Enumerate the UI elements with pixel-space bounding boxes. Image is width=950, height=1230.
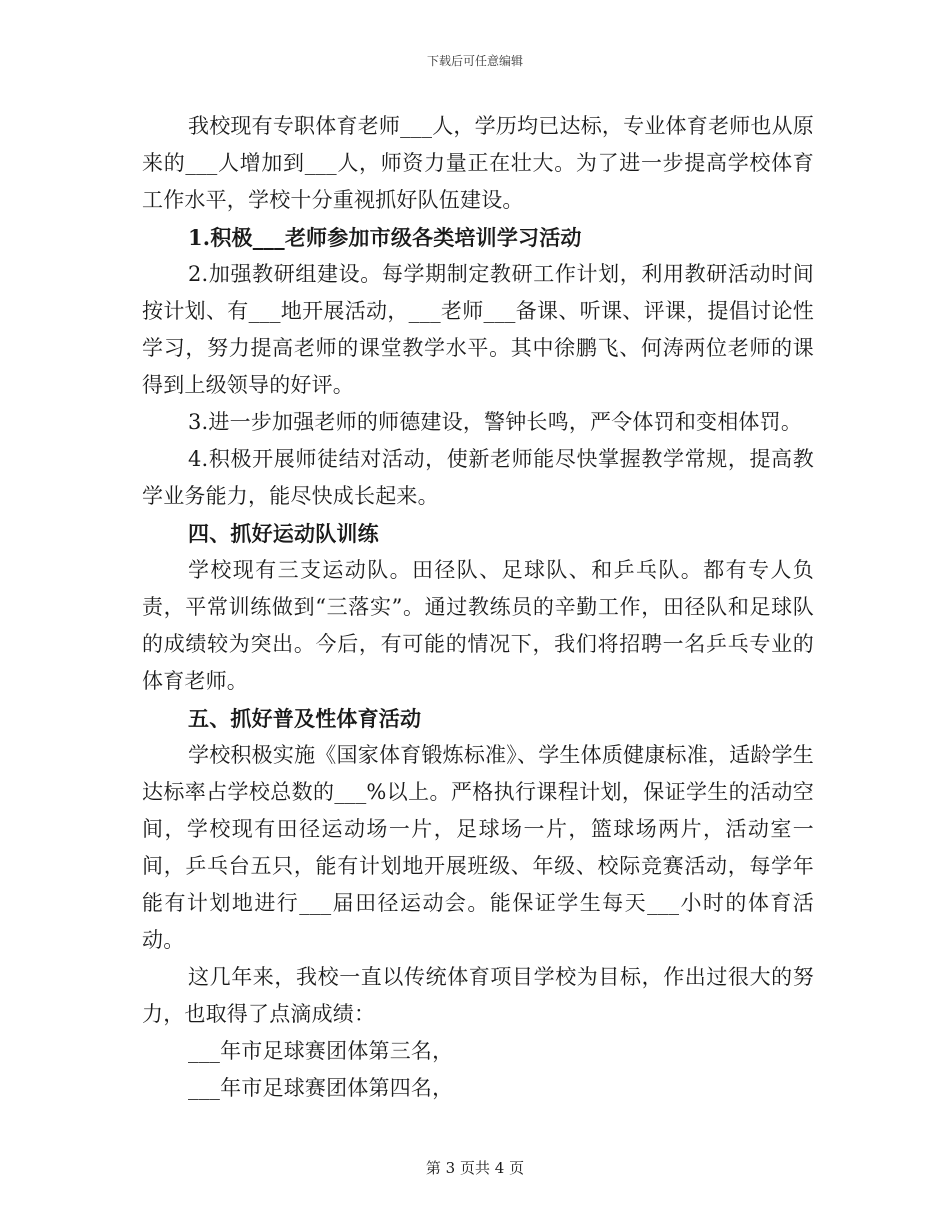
item-training-activities: 1.积极___老师参加市级各类培训学习活动 [188, 225, 582, 250]
paragraph-sports-teams: 学校现有三支运动队。田径队、足球队、和乒乓队。都有专人负责，平常训练做到“三落实”。通过教练员的辛勤工作，田径队和足球队的成绩较为突出。今后，有可能的情况下，我们将招聘一名乒乓专业的体育老师。 [142, 558, 814, 693]
item-teacher-ethics: 3.进一步加强老师的师德建设，警钟长鸣，严令体罚和变相体罚。 [188, 410, 803, 434]
document-body [142, 108, 814, 1107]
item-teaching-research: 2.加强教研组建设。每学期制定教研工作计划，利用教研活动时间按计划、有___地开展活动，___老师___备课、听课、评课，提倡讨论性学习，努力提高老师的课堂教学水平。其中徐鹏飞、何涛两位老师的课得到上级领导的好评。 [142, 262, 814, 397]
paragraph-staff-overview: 我校现有专职体育老师___人，学历均已达标，专业体育老师也从原来的___人增加到___人，师资力量正在壮大。为了进一步提高学校体育工作水平，学校十分重视抓好队伍建设。 [142, 114, 814, 212]
section-heading-general-activities: 五、抓好普及性体育活动 [188, 706, 422, 731]
page-footer: 第 3 页共 4 页 [425, 1159, 525, 1177]
achievement-item: ___年市足球赛团体第四名， [188, 1076, 454, 1100]
achievement-item: ___年市足球赛团体第三名， [188, 1039, 454, 1063]
paragraph-achievements-intro: 这几年来，我校一直以传统体育项目学校为目标，作出过很大的努力，也取得了点滴成绩： [142, 965, 814, 1026]
item-mentoring: 4.积极开展师徒结对活动，使新老师能尽快掌握教学常规，提高教学业务能力，能尽快成长起来。 [142, 447, 814, 508]
page-header: 下载后可任意编辑 [426, 54, 523, 68]
section-heading-sports-teams: 四、抓好运动队训练 [188, 521, 379, 546]
paragraph-general-activities: 学校积极实施《国家体育锻炼标准》、学生体质健康标准，适龄学生达标率占学校总数的___%以上。严格执行课程计划，保证学生的活动空间，学校现有田径运动场一片，足球场一片，篮球场两片，活动室一间，乒乓台五只，能有计划地开展班级、年级、校际竞赛活动，每学年能有计划地进行___届田径运动会。能保证学生每天___小时的体育活动。 [142, 743, 814, 952]
